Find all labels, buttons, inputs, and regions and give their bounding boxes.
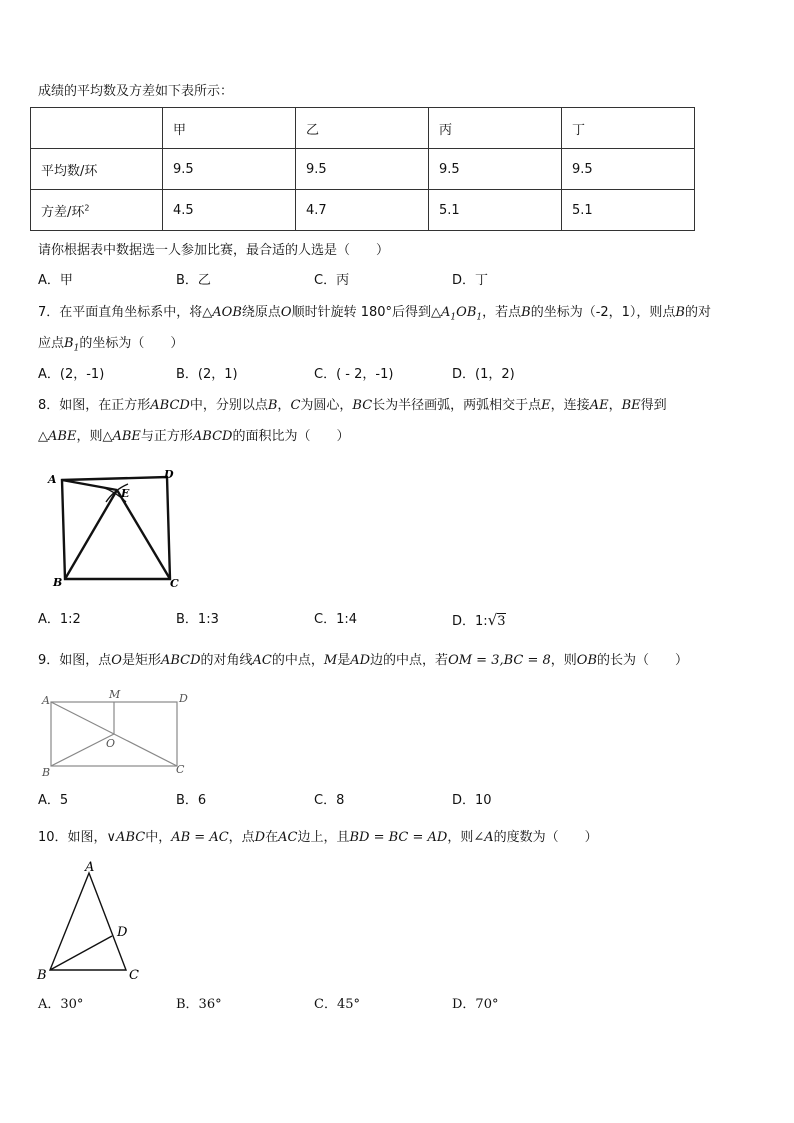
text: 顺时针旋转 180°后得到 <box>291 305 432 320</box>
q7-option-d[interactable]: D．(1，2) <box>452 367 515 382</box>
q9-option-d[interactable]: D．10 <box>452 793 492 808</box>
table-header-cell: 丁 <box>562 108 695 149</box>
math-sub: 1 <box>73 343 80 354</box>
text: 的面积比为（ ） <box>232 429 350 444</box>
row-label <box>31 190 163 231</box>
math: OM = 3,BC = 8 <box>448 653 551 668</box>
math: △ABE <box>38 429 77 444</box>
text: 边上，且 <box>297 830 350 845</box>
segment-bo <box>51 734 114 766</box>
label-b: B <box>53 576 63 589</box>
q9-option-a[interactable]: A．5 <box>38 793 69 808</box>
math: △ABE <box>102 429 141 444</box>
text: 的中点， <box>271 653 324 668</box>
q6-option-d[interactable]: D．丁 <box>452 273 489 288</box>
table-header-cell: 甲 <box>163 108 296 149</box>
text: 与正方形 <box>140 429 193 444</box>
text: ，则 <box>76 429 103 444</box>
text: 得到 <box>640 398 667 413</box>
text: 9．如图，点 <box>38 653 112 668</box>
math: △AOB <box>202 305 242 320</box>
math: ABCD <box>150 398 190 413</box>
math: O <box>280 305 292 320</box>
sqrt-icon: √ <box>487 611 498 629</box>
q10-option-a[interactable]: A．30° <box>38 997 84 1012</box>
math-sub: 1 <box>450 312 457 323</box>
score-table <box>30 107 695 231</box>
math: AD <box>350 653 371 668</box>
q8-square-figure <box>40 462 200 592</box>
math: M <box>323 653 338 668</box>
text: 的坐标为（ ） <box>79 336 184 351</box>
q8-stem-line2 <box>38 428 349 446</box>
math: B <box>675 305 685 320</box>
radicand: 3 <box>497 614 506 629</box>
text: ，连接 <box>550 398 590 413</box>
q10-triangle-figure <box>34 856 154 984</box>
q9-stem <box>38 652 688 670</box>
row-label-sup: 2 <box>84 203 90 213</box>
math: O <box>111 653 122 668</box>
math: OB <box>576 653 597 668</box>
table-cell: 9.5 <box>429 149 562 190</box>
text: 边的中点，若 <box>370 653 449 668</box>
text: 8．如图，在正方形 <box>38 398 151 413</box>
table-header-cell: 丙 <box>429 108 562 149</box>
math: BD = BC = AD <box>349 830 448 845</box>
math: B <box>521 305 531 320</box>
label-e: E <box>121 487 130 500</box>
table-row <box>31 149 695 190</box>
text: 的对 <box>684 305 711 320</box>
segment-ae <box>62 480 117 490</box>
text: 的度数为（ ） <box>493 830 598 845</box>
q8-stem-line1 <box>38 397 667 415</box>
table-cell: 5.1 <box>429 190 562 231</box>
label-c: C <box>129 968 139 983</box>
table-cell: 9.5 <box>562 149 695 190</box>
q9-rectangle-figure <box>38 685 198 780</box>
table-header-cell <box>31 108 163 149</box>
row-label: 平均数/环 <box>31 149 163 190</box>
q6-option-b[interactable]: B．乙 <box>176 273 211 288</box>
label-a: A <box>42 694 50 707</box>
math: B <box>267 398 278 413</box>
table-cell: 4.7 <box>296 190 429 231</box>
q7-stem-line1 <box>38 304 711 327</box>
text: 是矩形 <box>121 653 161 668</box>
math: ∠A <box>473 830 494 845</box>
q9-option-b[interactable]: B．6 <box>176 793 207 808</box>
q6-option-a[interactable]: A．甲 <box>38 273 73 288</box>
q7-option-c[interactable]: C．( - 2，-1) <box>314 367 394 382</box>
table-cell: 5.1 <box>562 190 695 231</box>
text: ，点 <box>228 830 255 845</box>
math: B <box>64 336 74 351</box>
math: BE <box>621 398 641 413</box>
math: ABCD <box>160 653 201 668</box>
label-b: B <box>37 968 47 983</box>
text: 10．如图， <box>38 830 107 845</box>
math: OB <box>456 305 477 320</box>
option-text: D．1: <box>452 614 488 629</box>
segment-bd <box>50 936 112 970</box>
triangle-outline <box>50 873 126 970</box>
label-a: A <box>48 473 57 486</box>
math: BC <box>352 398 373 413</box>
q10-option-b[interactable]: B．36° <box>176 997 222 1012</box>
text: ， <box>277 398 291 413</box>
table-cell: 9.5 <box>163 149 296 190</box>
math: C <box>290 398 301 413</box>
label-a: A <box>85 860 95 875</box>
q7-stem-line2 <box>38 335 183 358</box>
text: 的坐标为（-2，1），则点 <box>530 305 676 320</box>
math-sub: 1 <box>476 312 483 323</box>
segment-be <box>65 490 117 579</box>
text: ， <box>608 398 622 413</box>
label-d: D <box>179 692 188 705</box>
q10-option-d[interactable]: D．70° <box>452 997 499 1012</box>
table-header-row <box>31 108 695 149</box>
table-cell: 4.5 <box>163 190 296 231</box>
text: 在 <box>265 830 279 845</box>
q7-option-a[interactable]: A．(2，-1) <box>38 367 105 382</box>
text: ，则 <box>550 653 577 668</box>
text: 为圆心， <box>300 398 353 413</box>
q8-option-a[interactable]: A．1:2 <box>38 612 81 627</box>
math: ∨ABC <box>106 830 146 845</box>
segment-ce <box>117 490 170 579</box>
label-c: C <box>170 577 179 590</box>
q8-option-c[interactable]: C．1:4 <box>314 612 357 627</box>
q10-option-c[interactable]: C．45° <box>314 997 360 1012</box>
q9-option-c[interactable]: C．8 <box>314 793 345 808</box>
math: AC <box>278 830 298 845</box>
math: ABCD <box>192 429 233 444</box>
text: 中，分别以点 <box>189 398 268 413</box>
text: ，则 <box>447 830 474 845</box>
text: ，若点 <box>482 305 522 320</box>
math: D <box>254 830 266 845</box>
math: AB = AC <box>171 830 229 845</box>
label-o: O <box>106 737 116 750</box>
text: 应点 <box>38 336 65 351</box>
math: △A <box>431 305 451 320</box>
text: 是 <box>337 653 351 668</box>
label-d: D <box>117 925 128 940</box>
text: 的长为（ ） <box>597 653 689 668</box>
table-row <box>31 190 695 231</box>
label-d: D <box>164 468 174 481</box>
text: 的对角线 <box>200 653 253 668</box>
q8-option-b[interactable]: B．1:3 <box>176 612 219 627</box>
math: AC <box>252 653 272 668</box>
q10-stem <box>38 829 598 847</box>
q8-option-d[interactable] <box>452 611 506 631</box>
table-intro: 成绩的平均数及方差如下表所示： <box>38 84 234 99</box>
label-b: B <box>42 766 51 779</box>
math: AE <box>589 398 609 413</box>
row-label-text: 方差/环 <box>41 204 85 220</box>
label-m: M <box>109 688 121 701</box>
table-cell: 9.5 <box>296 149 429 190</box>
label-c: C <box>176 763 185 776</box>
text: 7．在平面直角坐标系中，将 <box>38 305 203 320</box>
math: E <box>541 398 551 413</box>
table-header-cell: 乙 <box>296 108 429 149</box>
text: 中， <box>145 830 172 845</box>
text: 绕原点 <box>241 305 281 320</box>
q6-option-c[interactable]: C．丙 <box>314 273 350 288</box>
text: 长为半径画弧，两弧相交于点 <box>372 398 542 413</box>
q6-prompt: 请你根据表中数据选一人参加比赛，最合适的人选是（ ） <box>38 243 390 258</box>
q7-option-b[interactable]: B．(2，1) <box>176 367 238 382</box>
